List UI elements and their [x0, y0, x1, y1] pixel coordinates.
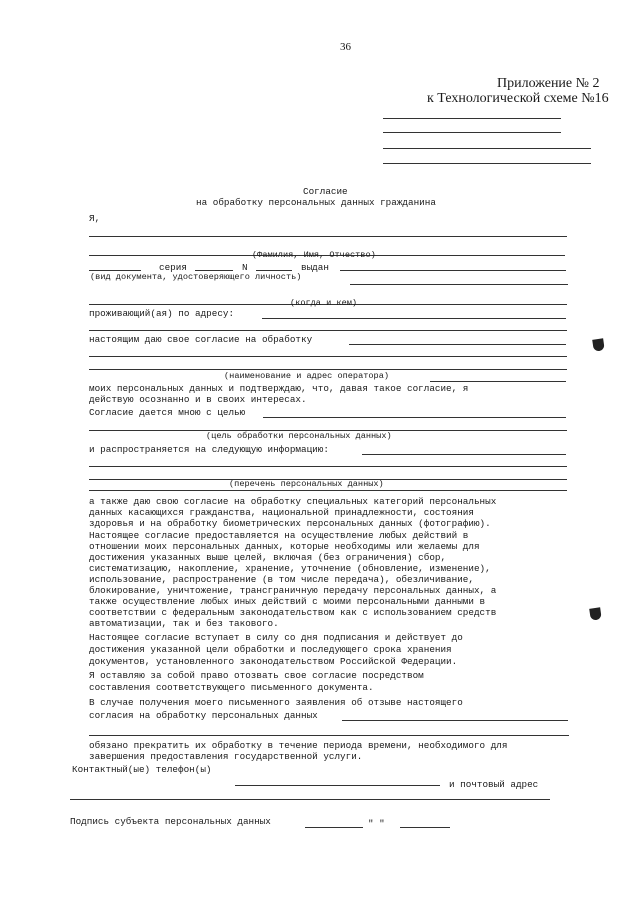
- scan-mark-1: [592, 338, 605, 351]
- seria-blank: [195, 270, 233, 271]
- address-label: проживающий(ая) по адресу:: [89, 308, 235, 319]
- withdraw-blank-2: [89, 735, 569, 736]
- signature-blank: [305, 827, 363, 828]
- page-number: 36: [340, 41, 351, 53]
- header-blank-line-1: [383, 118, 561, 119]
- scan-mark-2: [589, 607, 602, 620]
- contact-label: Контактный(ые) телефон(ы): [72, 764, 212, 775]
- caption-operator: (наименование и адрес оператора): [224, 371, 390, 381]
- vydan-label: выдан: [301, 262, 329, 273]
- effect-line-4: Я оставляю за собой право отозвать свое согласие посредством: [89, 670, 424, 681]
- mail-blank-1: [70, 799, 550, 800]
- info-label: и распространяется на следующую информацию:: [89, 444, 329, 455]
- operator-blank-1: [349, 344, 566, 345]
- document-subtitle: на обработку персональных данных гражданина: [196, 197, 436, 208]
- actions-line-5: использование, распространение (в том числе передача), обезличивание,: [89, 574, 474, 585]
- operator-blank-2: [89, 356, 567, 357]
- actions-line-6: блокирование, уничтожение, трансграничную передачу персональных данных, а: [89, 585, 497, 596]
- issued-blank-line-1: [350, 284, 568, 285]
- caption-doc-type: (вид документа, удостоверяющего личность): [90, 272, 302, 282]
- operator-blank-4: [430, 381, 566, 382]
- withdraw-line-1: В случае получения моего письменного заявления об отзыве настоящего: [89, 697, 463, 708]
- actions-line-9: автоматизации, так и без такового.: [89, 618, 279, 629]
- contact-blank: [235, 785, 440, 786]
- special-line-1: а также даю свою согласие на обработку специальных категорий персональных: [89, 496, 497, 507]
- effect-line-1: Настоящее согласие вступает в силу со дня подписания и действует до: [89, 632, 463, 643]
- info-blank-4: [89, 490, 567, 491]
- effect-line-2: достижения указанной цели обработки и последующего срока хранения: [89, 644, 452, 655]
- header-blank-line-4: [383, 163, 591, 164]
- date-quotes: " ": [368, 818, 385, 829]
- seria-label: серия: [159, 262, 187, 273]
- actions-line-1: Настоящее согласие предоставляется на осуществление любых действий в: [89, 530, 469, 541]
- header-blank-line-3: [383, 148, 591, 149]
- ya-label: Я,: [89, 213, 101, 224]
- effect-line-3: документов, установленного законодательством Российской Федерации.: [89, 656, 458, 667]
- purpose-blank-1: [263, 417, 566, 418]
- signature-label: Подпись субъекта персональных данных: [70, 816, 271, 827]
- withdraw-line-2: согласия на обработку персональных данных: [89, 710, 318, 721]
- consent-intro: настоящим даю свое согласие на обработку: [89, 334, 313, 345]
- info-blank-2: [89, 466, 567, 467]
- special-line-3: здоровья и на обработку биометрических персональных данных (фотографию).: [89, 518, 491, 529]
- personal-data-line-1: моих персональных данных и подтверждаю, что, давая такое согласие, я: [89, 383, 469, 394]
- purpose-label: Согласие дается мною с целью: [89, 407, 246, 418]
- header-blank-line-2: [383, 132, 561, 133]
- special-line-2: данных касающихся гражданства, национальной принадлежности, состояния: [89, 507, 474, 518]
- caption-when-who: (когда и кем): [290, 298, 358, 308]
- caption-purpose: (цель обработки персональных данных): [206, 431, 392, 441]
- document-title: Согласие: [303, 186, 348, 197]
- caption-fio: (Фамилия, Имя, Отчество): [252, 250, 376, 260]
- actions-line-7: также осуществление любых иных действий с моими персональными данными в: [89, 596, 486, 607]
- mail-label: и почтовый адрес: [449, 779, 539, 790]
- address-blank-1: [262, 318, 566, 319]
- effect-line-5: составления соответствующего письменного документа.: [89, 682, 374, 693]
- obligation-line-1: обязано прекратить их обработку в течение периода времени, необходимого для: [89, 740, 508, 751]
- fio-blank-line-1: [89, 236, 567, 237]
- actions-line-3: достижения указанных выше целей, включая (без ограничения) сбор,: [89, 552, 447, 563]
- withdraw-blank-1: [342, 720, 568, 721]
- nomer-label: N: [242, 262, 248, 273]
- appendix-title: Приложение № 2: [497, 76, 600, 91]
- operator-blank-3: [89, 369, 567, 370]
- personal-data-line-2: действую осознанно и в своих интересах.: [89, 394, 307, 405]
- appendix-subtitle: к Технологической схеме №16: [427, 91, 609, 106]
- actions-line-2: отношении моих персональных данных, которые необходимы или желаемы для: [89, 541, 480, 552]
- caption-list: (перечень персональных данных): [229, 479, 384, 489]
- obligation-line-2: завершения предоставления государственной услуги.: [89, 751, 363, 762]
- actions-line-8: соответствии с федеральным законодательством как с использованием средств: [89, 607, 497, 618]
- doc-type-blank: [89, 270, 141, 271]
- info-blank-1: [362, 454, 566, 455]
- nomer-blank: [256, 270, 292, 271]
- date-blank: [400, 827, 450, 828]
- address-blank-2: [89, 330, 567, 331]
- vydan-blank: [340, 270, 566, 271]
- actions-line-4: систематизацию, накопление, хранение, уточнение (обновление, изменение),: [89, 563, 491, 574]
